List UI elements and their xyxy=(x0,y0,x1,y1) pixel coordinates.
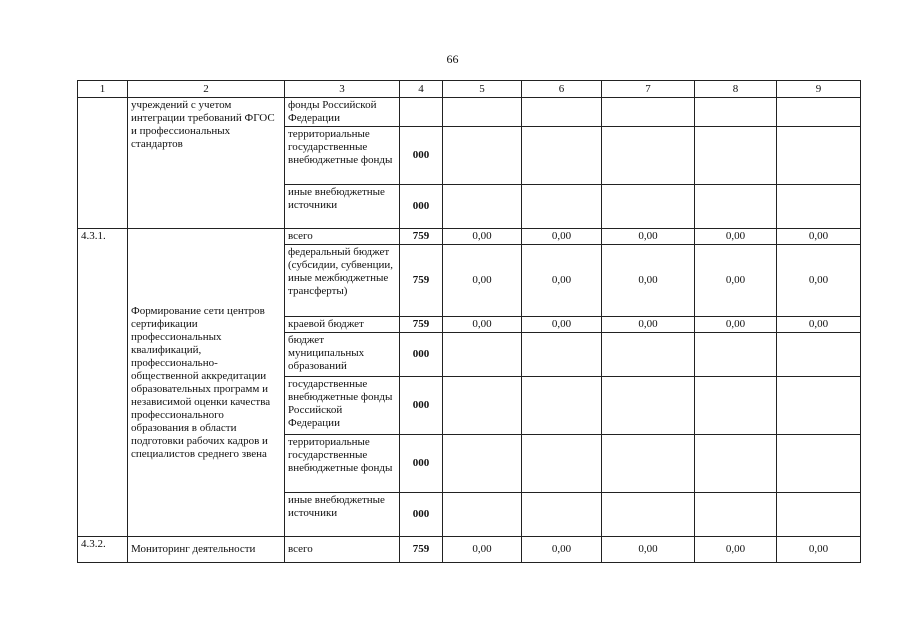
value-cell: 0,00 xyxy=(522,245,602,317)
value-cell: 0,00 xyxy=(522,537,602,563)
budget-code: 000 xyxy=(400,377,443,435)
funding-source: территориальные государственные внебюджетные фонды xyxy=(285,435,400,493)
value-cell: 0,00 xyxy=(522,317,602,333)
item-id: 4.3.1. xyxy=(78,229,128,537)
header-cell: 3 xyxy=(285,81,400,98)
value-cell: 0,00 xyxy=(695,245,777,317)
item-name: Мониторинг деятельности xyxy=(128,537,285,563)
funding-source: территориальные государственные внебюджетные фонды xyxy=(285,127,400,185)
funding-source: всего xyxy=(285,537,400,563)
budget-code: 000 xyxy=(400,493,443,537)
value-cell: 0,00 xyxy=(777,537,861,563)
funding-source: краевой бюджет xyxy=(285,317,400,333)
table-row xyxy=(78,229,861,245)
value-cell: 0,00 xyxy=(522,229,602,245)
funding-source: всего xyxy=(285,229,400,245)
budget-code: 759 xyxy=(400,245,443,317)
header-cell: 4 xyxy=(400,81,443,98)
header-cell: 8 xyxy=(695,81,777,98)
funding-source: иные внебюджетные источники xyxy=(285,493,400,537)
value-cell: 0,00 xyxy=(602,229,695,245)
funding-source: фонды Российской Федерации xyxy=(285,98,400,127)
value-cell: 0,00 xyxy=(777,245,861,317)
item-id: 4.3.2. xyxy=(78,537,128,563)
value-cell: 0,00 xyxy=(695,317,777,333)
value-cell: 0,00 xyxy=(695,537,777,563)
table-row xyxy=(78,98,861,127)
value-cell: 0,00 xyxy=(602,317,695,333)
header-cell: 7 xyxy=(602,81,695,98)
budget-code xyxy=(400,98,443,127)
funding-source: федеральный бюджет (субсидии, субвенции, иные межбюджетные трансферты) xyxy=(285,245,400,317)
header-cell: 6 xyxy=(522,81,602,98)
header-cell: 9 xyxy=(777,81,861,98)
funding-source: иные внебюджетные источники xyxy=(285,185,400,229)
header-cell: 5 xyxy=(443,81,522,98)
value-cell: 0,00 xyxy=(602,245,695,317)
funding-source: государственные внебюджетные фонды Российской Федерации xyxy=(285,377,400,435)
budget-code: 000 xyxy=(400,333,443,377)
item-name: Формирование сети центров сертификации профессиональных квалификаций, профессионально-общественной аккредитации образовательных программ и независимой оценки качества профессионального образования в области подготовки рабочих кадров и специалистов среднего звена xyxy=(128,229,285,537)
header-row xyxy=(78,81,861,98)
value-cell: 0,00 xyxy=(443,229,522,245)
value-cell: 0,00 xyxy=(443,317,522,333)
value-cell: 0,00 xyxy=(443,537,522,563)
budget-code: 000 xyxy=(400,127,443,185)
budget-code: 759 xyxy=(400,537,443,563)
item-name: учреждений с учетом интеграции требований ФГОС и профессиональных стандартов xyxy=(128,98,285,229)
value-cell: 0,00 xyxy=(777,317,861,333)
funding-source: бюджет муниципальных образований xyxy=(285,333,400,377)
value-cell: 0,00 xyxy=(695,229,777,245)
header-cell: 2 xyxy=(128,81,285,98)
value-cell: 0,00 xyxy=(443,245,522,317)
budget-code: 000 xyxy=(400,185,443,229)
budget-code: 759 xyxy=(400,317,443,333)
budget-table xyxy=(77,80,861,563)
value-cell: 0,00 xyxy=(602,537,695,563)
page-number: 66 xyxy=(446,52,459,66)
item-id xyxy=(78,98,128,229)
budget-code: 759 xyxy=(400,229,443,245)
value-cell: 0,00 xyxy=(777,229,861,245)
table-row xyxy=(78,537,861,563)
budget-code: 000 xyxy=(400,435,443,493)
header-cell: 1 xyxy=(78,81,128,98)
